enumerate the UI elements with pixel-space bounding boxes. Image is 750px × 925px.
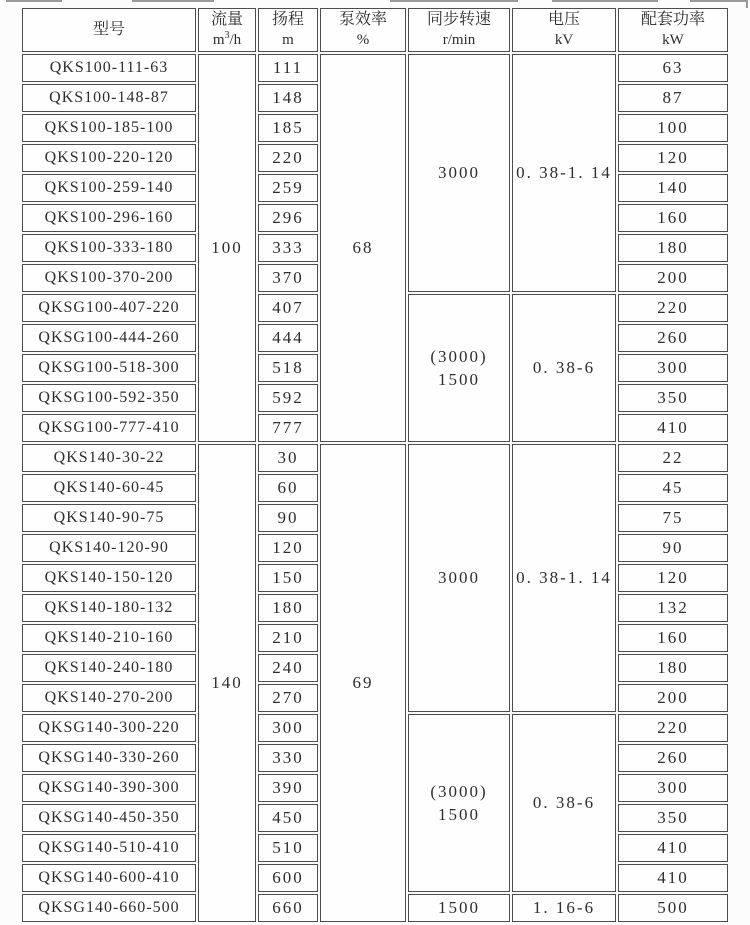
scan-artifact-dash [552, 0, 658, 2]
table-row [22, 444, 728, 472]
head-cell: 60 [258, 474, 318, 502]
model-cell: QKSG140-600-410 [22, 864, 196, 892]
scan-artifact-dash [390, 0, 518, 2]
model-cell: QKS140-120-90 [22, 534, 196, 562]
speed-header-label: 同步转速 [426, 11, 491, 28]
power-cell: 300 [618, 354, 728, 382]
power-header-unit: kW [662, 32, 684, 48]
model-cell: QKS100-220-120 [22, 144, 196, 172]
flow-header-unit: $m^3/h$ [212, 30, 242, 48]
model-cell: QKS140-210-160 [22, 624, 196, 652]
efficiency-header-unit: % [356, 32, 370, 48]
speed-line1: (3000) [430, 347, 488, 366]
model-cell: QKS100-111-63 [22, 54, 196, 82]
power-cell: 132 [618, 594, 728, 622]
head-cell: 30 [258, 444, 318, 472]
scan-artifact-tick [746, 0, 748, 8]
head-cell: 592 [258, 384, 318, 412]
speed-span-cell: 3000 [408, 54, 510, 292]
model-cell: QKSG100-518-300 [22, 354, 196, 382]
head-cell: 600 [258, 864, 318, 892]
head-cell: 444 [258, 324, 318, 352]
scan-artifact-dash [690, 0, 748, 2]
speed-line1: (3000) [430, 782, 488, 801]
voltage-span-cell: 0. 38-1. 14 [512, 444, 616, 712]
power-cell: 160 [618, 624, 728, 652]
power-cell: 75 [618, 504, 728, 532]
model-cell: QKSG100-592-350 [22, 384, 196, 412]
scan-artifact-dash [132, 0, 214, 2]
power-cell: 350 [618, 804, 728, 832]
power-cell: 180 [618, 654, 728, 682]
head-cell: 390 [258, 774, 318, 802]
power-cell: 500 [618, 894, 728, 922]
power-cell: 180 [618, 234, 728, 262]
head-cell: 220 [258, 144, 318, 172]
model-cell: QKSG100-444-260 [22, 324, 196, 352]
power-cell: 260 [618, 324, 728, 352]
col-header-efficiency [320, 8, 406, 52]
voltage-span-cell: 0. 38-1. 14 [512, 54, 616, 292]
efficiency-header-label: 泵效率 [338, 11, 387, 28]
head-cell: 148 [258, 84, 318, 112]
flow-span-cell: 140 [198, 444, 256, 922]
head-cell: 333 [258, 234, 318, 262]
voltage-span-cell: 0. 38-6 [512, 294, 616, 442]
voltage-header-label: 电压 [547, 11, 580, 28]
col-header-model [22, 8, 196, 52]
power-cell: 410 [618, 834, 728, 862]
head-cell: 510 [258, 834, 318, 862]
voltage-header-unit: kV [554, 32, 574, 48]
model-cell: QKS100-296-160 [22, 204, 196, 232]
power-cell: 300 [618, 774, 728, 802]
head-cell: 270 [258, 684, 318, 712]
speed-header-unit: r/min [442, 32, 476, 48]
power-header-label: 配套功率 [640, 11, 705, 28]
head-cell: 111 [258, 54, 318, 82]
power-cell: 220 [618, 294, 728, 322]
flow-span-cell: 100 [198, 54, 256, 442]
model-cell: QKS140-180-132 [22, 594, 196, 622]
model-cell: QKS140-240-180 [22, 654, 196, 682]
power-cell: 160 [618, 204, 728, 232]
model-cell: QKSG140-660-500 [22, 894, 196, 922]
power-cell: 87 [618, 84, 728, 112]
head-cell: 296 [258, 204, 318, 232]
model-cell: QKS100-148-87 [22, 84, 196, 112]
table-row [22, 54, 728, 82]
col-header-head [258, 8, 318, 52]
model-cell: QKS100-185-100 [22, 114, 196, 142]
speed-span-cell [408, 714, 510, 892]
power-cell: 22 [618, 444, 728, 472]
model-cell: QKSG140-450-350 [22, 804, 196, 832]
model-cell: QKS100-259-140 [22, 174, 196, 202]
model-cell: QKS140-90-75 [22, 504, 196, 532]
speed-line2: 1500 [438, 805, 480, 824]
speed-cell: 1500 [408, 894, 510, 922]
head-cell: 120 [258, 534, 318, 562]
power-cell: 100 [618, 114, 728, 142]
power-cell: 200 [618, 264, 728, 292]
head-cell: 660 [258, 894, 318, 922]
power-cell: 63 [618, 54, 728, 82]
col-header-power [618, 8, 728, 52]
head-cell: 150 [258, 564, 318, 592]
head-cell: 370 [258, 264, 318, 292]
power-cell: 140 [618, 174, 728, 202]
col-header-flow [198, 8, 256, 52]
head-cell: 240 [258, 654, 318, 682]
model-cell: QKS100-370-200 [22, 264, 196, 292]
speed-span-cell [408, 294, 510, 442]
speed-line2: 1500 [438, 370, 480, 389]
head-header-unit: m [282, 32, 294, 48]
head-cell: 300 [258, 714, 318, 742]
power-cell: 220 [618, 714, 728, 742]
model-cell: QKSG100-777-410 [22, 414, 196, 442]
power-cell: 200 [618, 684, 728, 712]
head-header-label: 扬程 [271, 11, 304, 28]
head-cell: 777 [258, 414, 318, 442]
model-cell: QKS100-333-180 [22, 234, 196, 262]
power-cell: 90 [618, 534, 728, 562]
model-cell: QKSG140-300-220 [22, 714, 196, 742]
col-header-voltage [512, 8, 616, 52]
head-cell: 185 [258, 114, 318, 142]
head-cell: 518 [258, 354, 318, 382]
power-cell: 410 [618, 864, 728, 892]
head-cell: 180 [258, 594, 318, 622]
model-cell: QKSG140-390-300 [22, 774, 196, 802]
flow-header-label: 流量 [210, 11, 243, 28]
pump-spec-table [20, 6, 730, 924]
header-row [22, 8, 728, 52]
model-cell: QKS140-60-45 [22, 474, 196, 502]
head-cell: 330 [258, 744, 318, 772]
model-header-label: 型号 [92, 21, 125, 38]
speed-span-cell: 3000 [408, 444, 510, 712]
head-cell: 210 [258, 624, 318, 652]
head-cell: 259 [258, 174, 318, 202]
power-cell: 260 [618, 744, 728, 772]
col-header-speed [408, 8, 510, 52]
voltage-span-cell: 0. 38-6 [512, 714, 616, 892]
voltage-cell: 1. 16-6 [512, 894, 616, 922]
model-cell: QKSG100-407-220 [22, 294, 196, 322]
head-cell: 90 [258, 504, 318, 532]
model-cell: QKS140-150-120 [22, 564, 196, 592]
head-cell: 407 [258, 294, 318, 322]
model-cell: QKS140-270-200 [22, 684, 196, 712]
power-cell: 45 [618, 474, 728, 502]
model-cell: QKSG140-510-410 [22, 834, 196, 862]
efficiency-span-cell: 69 [320, 444, 406, 922]
model-cell: QKS140-30-22 [22, 444, 196, 472]
power-cell: 120 [618, 144, 728, 172]
power-cell: 350 [618, 384, 728, 412]
efficiency-span-cell: 68 [320, 54, 406, 442]
scan-artifact-dash [6, 0, 62, 2]
model-cell: QKSG140-330-260 [22, 744, 196, 772]
power-cell: 120 [618, 564, 728, 592]
power-cell: 410 [618, 414, 728, 442]
head-cell: 450 [258, 804, 318, 832]
